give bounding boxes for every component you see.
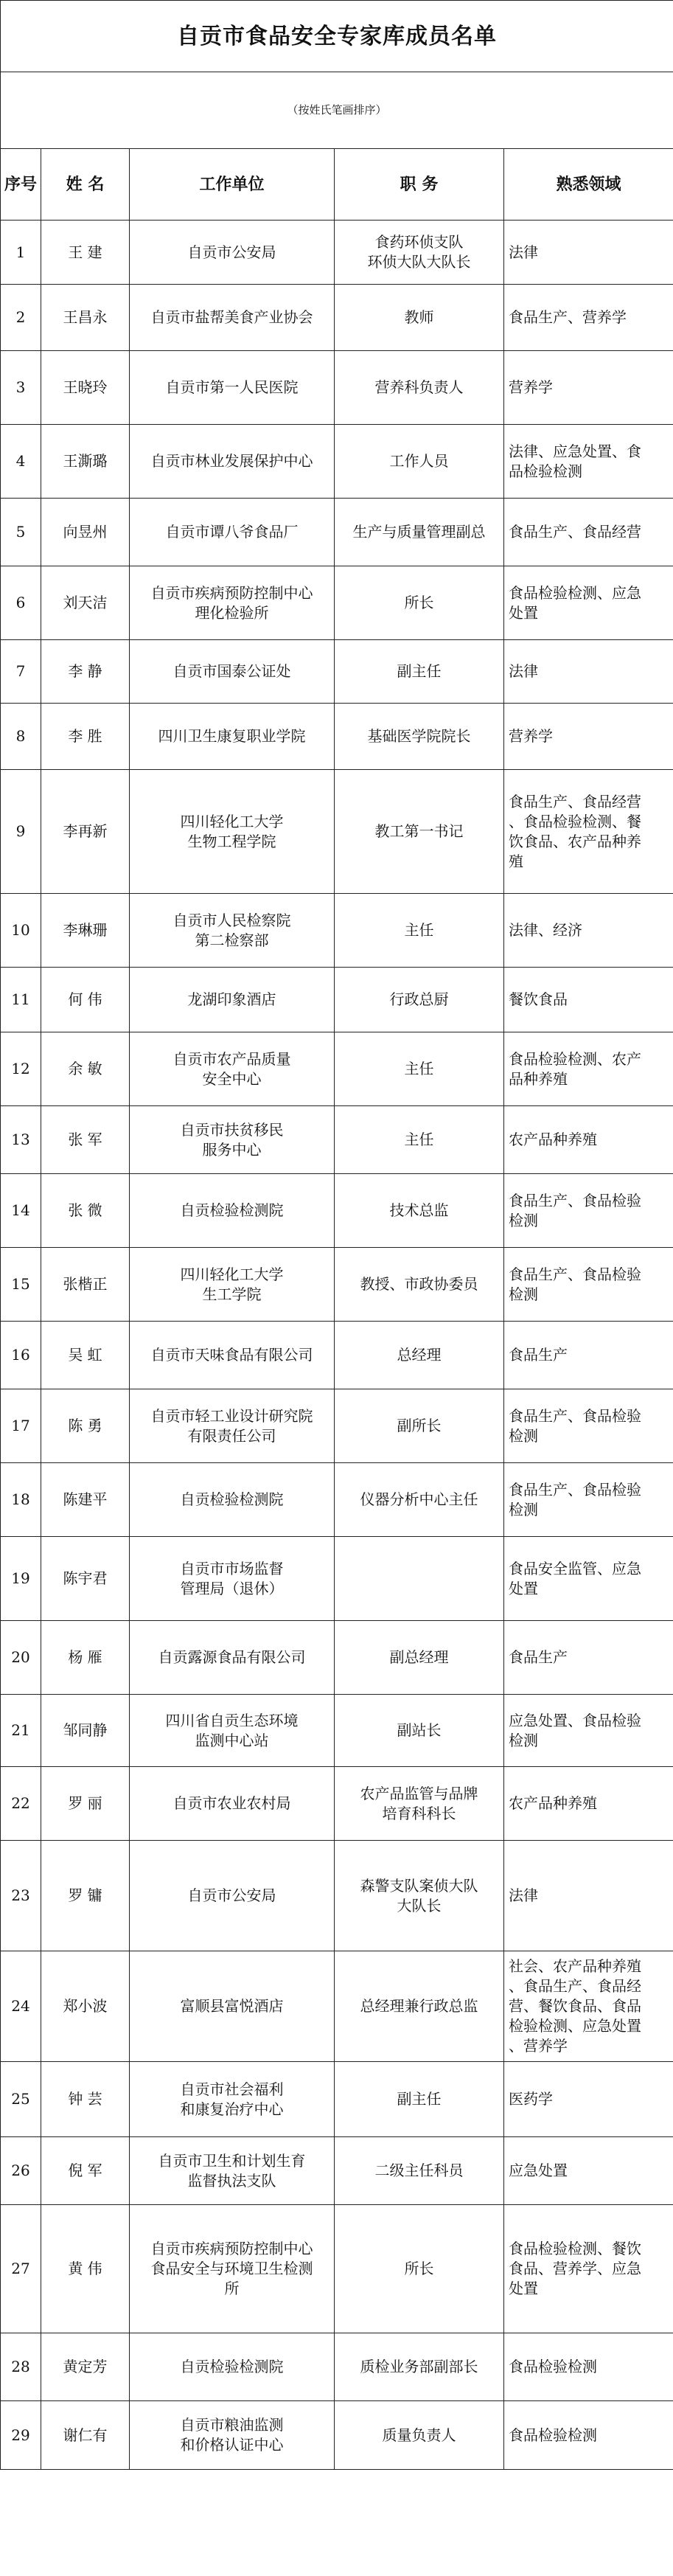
cell-seq: 2 [1,285,41,351]
cell-unit: 四川轻化工大学 生物工程学院 [130,770,335,894]
cell-seq: 28 [1,2333,41,2401]
cell-name: 陈宇君 [41,1537,130,1621]
cell-seq: 17 [1,1389,41,1463]
cell-name: 李再新 [41,770,130,894]
cell-name: 王昌永 [41,285,130,351]
cell-seq: 1 [1,221,41,285]
cell-unit: 自贡市谭八爷食品厂 [130,499,335,566]
cell-name: 张 微 [41,1174,130,1248]
cell-seq: 4 [1,425,41,499]
cell-position: 工作人员 [335,425,504,499]
cell-seq: 23 [1,1841,41,1951]
cell-seq: 7 [1,640,41,704]
table-row [1,1463,673,1537]
cell-seq: 5 [1,499,41,566]
cell-unit: 自贡露源食品有限公司 [130,1621,335,1695]
cell-unit: 自贡检验检测院 [130,2333,335,2401]
cell-name: 余 敏 [41,1032,130,1106]
cell-position: 质量负责人 [335,2401,504,2470]
cell-name: 吴 虹 [41,1322,130,1389]
cell-position: 教授、市政协委员 [335,1248,504,1322]
cell-unit: 自贡市农产品质量 安全中心 [130,1032,335,1106]
sort-note: （按姓氏笔画排序） [1,72,673,149]
table-row [1,640,673,704]
cell-field: 食品生产、营养学 [504,285,673,351]
cell-unit: 富顺县富悦酒店 [130,1951,335,2062]
cell-seq: 10 [1,894,41,968]
table-row [1,1841,673,1951]
table-row [1,1248,673,1322]
cell-position: 森警支队案侦大队 大队长 [335,1841,504,1951]
table-row [1,1106,673,1174]
cell-unit: 自贡市粮油监测 和价格认证中心 [130,2401,335,2470]
cell-name: 张 军 [41,1106,130,1174]
table-row [1,2333,673,2401]
table-row [1,221,673,285]
table-row [1,704,673,770]
cell-name: 王晓玲 [41,351,130,425]
cell-field: 食品检验检测 [504,2401,673,2470]
cell-seq: 3 [1,351,41,425]
cell-name: 王 建 [41,221,130,285]
cell-name: 李琳珊 [41,894,130,968]
cell-name: 陈建平 [41,1463,130,1537]
cell-position: 二级主任科员 [335,2137,504,2205]
cell-position: 总经理 [335,1322,504,1389]
cell-position [335,1537,504,1621]
cell-unit: 自贡市疾病预防控制中心 理化检验所 [130,566,335,640]
table-row [1,894,673,968]
cell-name: 郑小波 [41,1951,130,2062]
cell-name: 李 静 [41,640,130,704]
cell-seq: 29 [1,2401,41,2470]
cell-name: 谢仁有 [41,2401,130,2470]
cell-field: 食品检验检测 [504,2333,673,2401]
cell-unit: 四川轻化工大学 生工学院 [130,1248,335,1322]
cell-seq: 18 [1,1463,41,1537]
cell-field: 医药学 [504,2062,673,2137]
table-row [1,566,673,640]
cell-name: 罗 丽 [41,1767,130,1841]
cell-field: 食品生产、食品检验 检测 [504,1248,673,1322]
table-row [1,285,673,351]
cell-position: 所长 [335,2205,504,2333]
cell-seq: 9 [1,770,41,894]
cell-name: 王澌璐 [41,425,130,499]
table-row [1,770,673,894]
cell-unit: 自贡检验检测院 [130,1463,335,1537]
cell-seq: 20 [1,1621,41,1695]
table-row [1,968,673,1032]
cell-unit: 四川卫生康复职业学院 [130,704,335,770]
cell-unit: 自贡市盐帮美食产业协会 [130,285,335,351]
cell-position: 生产与质量管理副总 [335,499,504,566]
cell-seq: 15 [1,1248,41,1322]
cell-field: 法律、应急处置、食 品检验检测 [504,425,673,499]
cell-seq: 21 [1,1695,41,1767]
cell-seq: 25 [1,2062,41,2137]
cell-position: 仪器分析中心主任 [335,1463,504,1537]
cell-position: 教工第一书记 [335,770,504,894]
cell-field: 餐饮食品 [504,968,673,1032]
cell-field: 营养学 [504,351,673,425]
header-unit: 工作单位 [130,149,335,221]
cell-unit: 自贡检验检测院 [130,1174,335,1248]
cell-unit: 自贡市市场监督 管理局（退休） [130,1537,335,1621]
cell-name: 刘天洁 [41,566,130,640]
cell-unit: 自贡市农业农村局 [130,1767,335,1841]
cell-name: 罗 镛 [41,1841,130,1951]
header-seq: 序号 [1,149,41,221]
cell-unit: 自贡市国泰公证处 [130,640,335,704]
table-row [1,2062,673,2137]
table-row [1,1032,673,1106]
cell-name: 何 伟 [41,968,130,1032]
table-row [1,1389,673,1463]
cell-field: 食品生产 [504,1621,673,1695]
table-row [1,1695,673,1767]
cell-field: 农产品种养殖 [504,1767,673,1841]
cell-field: 应急处置、食品检验 检测 [504,1695,673,1767]
cell-position: 副站长 [335,1695,504,1767]
cell-seq: 27 [1,2205,41,2333]
cell-position: 食药环侦支队 环侦大队大队长 [335,221,504,285]
cell-name: 邹同静 [41,1695,130,1767]
cell-field: 食品生产、食品经营 [504,499,673,566]
cell-seq: 16 [1,1322,41,1389]
cell-field: 法律 [504,221,673,285]
cell-field: 食品检验检测、餐饮 食品、营养学、应急 处置 [504,2205,673,2333]
cell-position: 总经理兼行政总监 [335,1951,504,2062]
cell-name: 倪 军 [41,2137,130,2205]
table-row [1,351,673,425]
cell-field: 应急处置 [504,2137,673,2205]
cell-position: 主任 [335,1032,504,1106]
cell-seq: 19 [1,1537,41,1621]
cell-unit: 龙湖印象酒店 [130,968,335,1032]
cell-field: 营养学 [504,704,673,770]
cell-position: 基础医学院院长 [335,704,504,770]
cell-unit: 自贡市公安局 [130,221,335,285]
cell-name: 向昱州 [41,499,130,566]
table-row [1,2205,673,2333]
cell-field: 食品生产 [504,1322,673,1389]
table-row [1,2401,673,2470]
cell-unit: 自贡市疾病预防控制中心 食品安全与环境卫生检测 所 [130,2205,335,2333]
table-row [1,425,673,499]
cell-unit: 自贡市卫生和计划生育 监督执法支队 [130,2137,335,2205]
table-row [1,1322,673,1389]
cell-seq: 8 [1,704,41,770]
cell-seq: 12 [1,1032,41,1106]
cell-unit: 自贡市社会福利 和康复治疗中心 [130,2062,335,2137]
cell-unit: 自贡市扶贫移民 服务中心 [130,1106,335,1174]
header-position: 职 务 [335,149,504,221]
cell-name: 钟 芸 [41,2062,130,2137]
cell-position: 技术总监 [335,1174,504,1248]
header-row [1,149,673,221]
cell-unit: 自贡市人民检察院 第二检察部 [130,894,335,968]
cell-position: 营养科负责人 [335,351,504,425]
title-row [1,1,673,72]
cell-position: 农产品监管与品牌 培育科科长 [335,1767,504,1841]
cell-position: 副主任 [335,640,504,704]
cell-field: 农产品种养殖 [504,1106,673,1174]
cell-position: 副总经理 [335,1621,504,1695]
cell-position: 主任 [335,894,504,968]
cell-seq: 14 [1,1174,41,1248]
cell-unit: 四川省自贡生态环境 监测中心站 [130,1695,335,1767]
cell-seq: 24 [1,1951,41,2062]
table-row [1,1174,673,1248]
cell-name: 陈 勇 [41,1389,130,1463]
cell-position: 主任 [335,1106,504,1174]
cell-seq: 11 [1,968,41,1032]
cell-field: 社会、农产品种养殖 、食品生产、食品经 营、餐饮食品、食品 检验检测、应急处置 、营养学 [504,1951,673,2062]
cell-name: 黄定芳 [41,2333,130,2401]
cell-field: 食品检验检测、农产 品种养殖 [504,1032,673,1106]
cell-position: 行政总厨 [335,968,504,1032]
header-name: 姓 名 [41,149,130,221]
cell-position: 副主任 [335,2062,504,2137]
cell-unit: 自贡市林业发展保护中心 [130,425,335,499]
table-row [1,499,673,566]
cell-position: 副所长 [335,1389,504,1463]
cell-field: 法律、经济 [504,894,673,968]
cell-position: 所长 [335,566,504,640]
table-row [1,1537,673,1621]
cell-field: 食品安全监管、应急 处置 [504,1537,673,1621]
cell-name: 张楷正 [41,1248,130,1322]
table-row [1,1767,673,1841]
cell-seq: 6 [1,566,41,640]
cell-seq: 13 [1,1106,41,1174]
page-title: 自贡市食品安全专家库成员名单 [1,1,673,72]
cell-name: 杨 雁 [41,1621,130,1695]
cell-field: 食品生产、食品检验 检测 [504,1174,673,1248]
table-row [1,2137,673,2205]
subtitle-row [1,72,673,149]
header-field: 熟悉领域 [504,149,673,221]
cell-field: 食品生产、食品经营 、食品检验检测、餐 饮食品、农产品种养 殖 [504,770,673,894]
cell-unit: 自贡市第一人民医院 [130,351,335,425]
cell-field: 法律 [504,640,673,704]
cell-unit: 自贡市公安局 [130,1841,335,1951]
cell-seq: 26 [1,2137,41,2205]
cell-position: 质检业务部副部长 [335,2333,504,2401]
table-row [1,1621,673,1695]
cell-field: 食品生产、食品检验 检测 [504,1463,673,1537]
cell-unit: 自贡市天味食品有限公司 [130,1322,335,1389]
cell-field: 食品检验检测、应急 处置 [504,566,673,640]
cell-field: 食品生产、食品检验 检测 [504,1389,673,1463]
cell-position: 教师 [335,285,504,351]
cell-name: 黄 伟 [41,2205,130,2333]
cell-field: 法律 [504,1841,673,1951]
table-row [1,1951,673,2062]
cell-unit: 自贡市轻工业设计研究院 有限责任公司 [130,1389,335,1463]
cell-name: 李 胜 [41,704,130,770]
cell-seq: 22 [1,1767,41,1841]
